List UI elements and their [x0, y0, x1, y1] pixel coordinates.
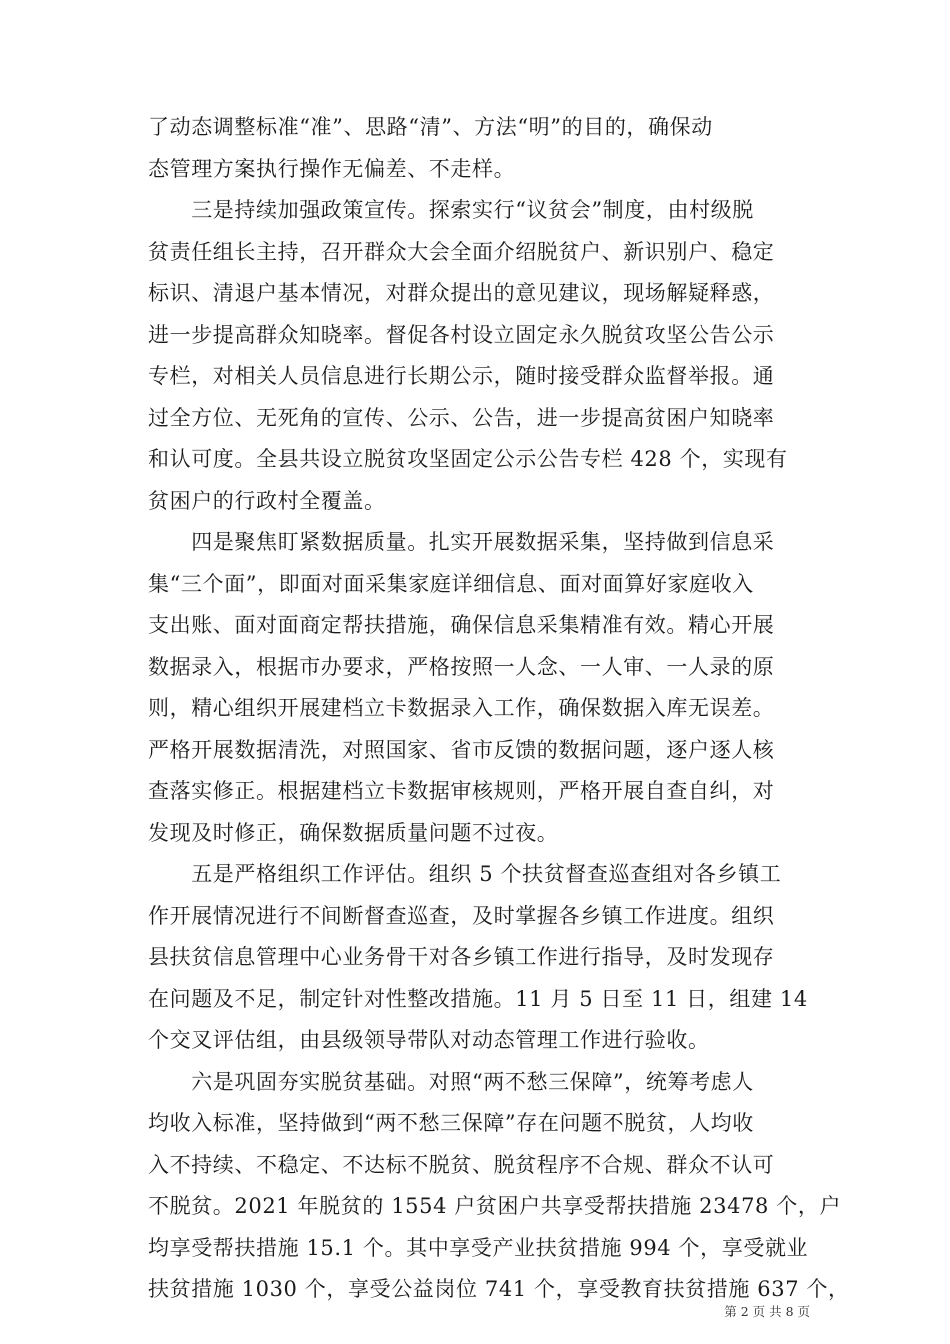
text-line: 发现及时修正，确保数据质量问题不过夜。 — [148, 821, 559, 845]
text-line: 个交叉评估组，由县级领导带队对动态管理工作进行验收。 — [148, 1028, 710, 1052]
text-line: 了动态调整标准“准”、思路“清”、方法“明”的目的，确保动 — [148, 115, 713, 139]
text-line: 五是严格组织工作评估。组织 5 个扶贫督查巡查组对各乡镇工 — [148, 862, 782, 886]
text-line: 则，精心组织开展建档立卡数据录入工作，确保数据入库无误差。 — [148, 696, 775, 720]
text-line: 县扶贫信息管理中心业务骨干对各乡镇工作进行指导，及时发现存 — [148, 945, 775, 969]
text-line: 贫责任组长主持，召开群众大会全面介绍脱贫户、新识别户、稳定 — [148, 240, 775, 264]
text-line: 均享受帮扶措施 15.1 个。其中享受产业扶贫措施 994 个，享受就业 — [148, 1236, 809, 1260]
text-line: 六是巩固夯实脱贫基础。对照“两不愁三保障”，统筹考虑人 — [148, 1070, 754, 1094]
text-line: 和认可度。全县共设立脱贫攻坚固定公示公告专栏 428 个，实现有 — [148, 447, 788, 471]
text-line: 扶贫措施 1030 个，享受公益岗位 741 个，享受教育扶贫措施 637 个， — [148, 1277, 850, 1301]
text-line: 均收入标准，坚持做到“两不愁三保障”存在问题不脱贫，人均收 — [148, 1111, 754, 1135]
text-line: 数据录入，根据市办要求，严格按照一人念、一人审、一人录的原 — [148, 655, 775, 679]
text-line: 集“三个面”，即面对面采集家庭详细信息、面对面算好家庭收入 — [148, 572, 754, 596]
text-line: 标识、清退户基本情况，对群众提出的意见建议，现场解疑释惑， — [148, 281, 775, 305]
text-line: 作开展情况进行不间断督查巡查，及时掌握各乡镇工作进度。组织 — [148, 904, 775, 928]
text-line: 专栏，对相关人员信息进行长期公示，随时接受群众监督举报。通 — [148, 364, 775, 388]
text-line: 贫困户的行政村全覆盖。 — [148, 489, 386, 513]
text-line: 查落实修正。根据建档立卡数据审核规则，严格开展自查自纠，对 — [148, 779, 775, 803]
text-line: 四是聚焦盯紧数据质量。扎实开展数据采集，坚持做到信息采 — [148, 530, 775, 554]
text-line: 进一步提高群众知晓率。督促各村设立固定永久脱贫攻坚公告公示 — [148, 323, 775, 347]
text-line: 不脱贫。2021 年脱贫的 1554 户贫困户共享受帮扶措施 23478 个，户 — [148, 1194, 842, 1218]
text-line: 入不持续、不稳定、不达标不脱贫、脱贫程序不合规、群众不认可 — [148, 1153, 775, 1177]
page-number-footer: 第 2 页 共 8 页 — [724, 1304, 810, 1319]
text-line: 三是持续加强政策宣传。探索实行“议贫会”制度，由村级脱 — [148, 198, 754, 222]
text-line: 支出账、面对面商定帮扶措施，确保信息采集精准有效。精心开展 — [148, 613, 775, 637]
text-line: 严格开展数据清洗，对照国家、省市反馈的数据问题，逐户逐人核 — [148, 738, 775, 762]
text-line: 态管理方案执行操作无偏差、不走样。 — [148, 157, 516, 181]
text-line: 在问题及不足，制定针对性整改措施。11 月 5 日至 11 日，组建 14 — [148, 987, 808, 1011]
text-line: 过全方位、无死角的宣传、公示、公告，进一步提高贫困户知晓率 — [148, 406, 775, 430]
